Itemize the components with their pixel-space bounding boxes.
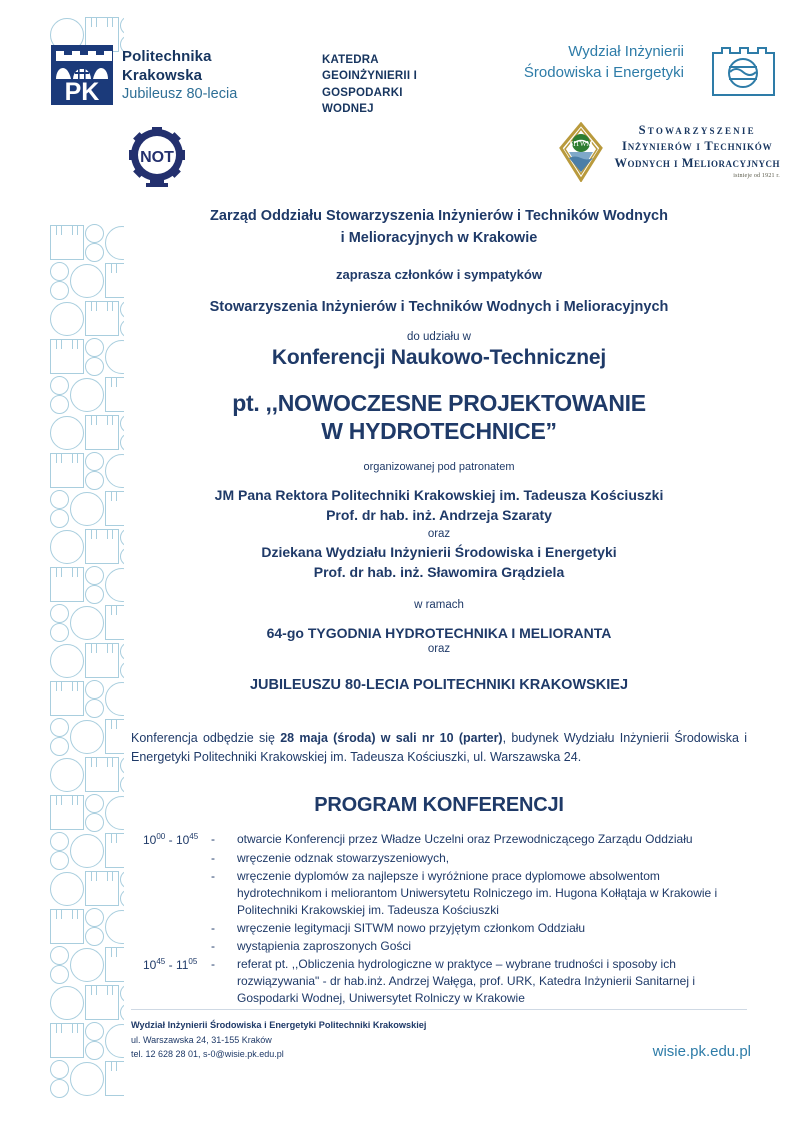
oraz-1: oraz: [427, 527, 451, 540]
katedra-line-1: KATEDRA: [322, 54, 379, 66]
sitwm-line-3: Wodnych i Melioracyjnych: [614, 155, 780, 170]
program-dash: -: [211, 938, 215, 953]
program-row: [131, 850, 747, 867]
program-row: [131, 956, 747, 1007]
faculty-wordmark: [524, 42, 684, 83]
faculty-castle-logo-icon: [711, 45, 776, 97]
time-end-min: 05: [188, 956, 198, 966]
event-week: 64-go TYGODNIA HYDROTECHNIKA I MELIORANTA: [266, 624, 612, 641]
pk-wordmark: [122, 47, 237, 104]
program-time: $10^{45} - 11^{05}$: [143, 956, 198, 972]
patron-dean-line-1: Dziekana Wydziału Inżynierii Środowiska i Energetyki: [261, 544, 617, 560]
conference-kind: Konferencji Naukowo-Technicznej: [271, 345, 607, 369]
program-item-text: wręczenie legitymacji SITWM nowo przyjętym członkom Oddziału: [237, 920, 586, 935]
sitwm-line-2: Inżynierów i Techników: [622, 139, 773, 154]
program-row: [131, 938, 747, 955]
faculty-line-2: Środowiska i Energetyki: [523, 63, 684, 81]
katedra-line-4: WODNEJ: [322, 102, 374, 115]
footer-website[interactable]: wisie.pk.edu.pl: [652, 1043, 751, 1061]
conference-title-line-1: pt. ,,NOWOCZESNE PROJEKTOWANIE: [232, 389, 646, 416]
time-start-hour: 10: [143, 957, 157, 972]
within-text: w ramach: [414, 598, 464, 611]
program-item-text: wręczenie odznak stowarzyszeniowych,: [237, 850, 450, 865]
program-item-text: referat pt. ,,Obliczenia hydrologiczne w praktyce – wybrane trudności i sposoby ich rozwiązywania" - dr hab.inż. Andrzej Wałęga, prof. URK, Katedra Inżynierii Sanitarnej i Gospodarki Wodnej, Uniwersytet Rolniczy w Krakowie: [237, 956, 696, 1006]
katedra-line-2: GEOINŻYNIERII I: [322, 70, 418, 83]
decorative-80-pattern: [50, 16, 124, 1106]
program-row: [131, 868, 747, 919]
program-row: [131, 831, 747, 849]
svg-text:PK: PK: [64, 78, 100, 105]
program-time: $10^{00} - 10^{45}$: [143, 831, 199, 847]
not-logo-icon: [126, 126, 188, 188]
program-item-text: otwarcie Konferencji przez Władze Uczelni oraz Przewodniczącego Zarządu Oddziału: [237, 831, 693, 846]
time-start-hour: 10: [143, 832, 157, 847]
time-start-min: 45: [156, 956, 166, 966]
department-heading: [322, 52, 417, 117]
invites-text: zaprasza członków i sympatyków: [336, 266, 542, 282]
board-line-2: i Melioracyjnych w Krakowie: [340, 229, 538, 246]
patron-dean-line-2: Prof. dr hab. inż. Sławomira Grądziela: [313, 563, 565, 580]
organized-under-text: organizowanej pod patronatem: [363, 461, 515, 473]
footer-contact: tel. 12 628 28 01, s-0@wisie.pk.edu.pl: [131, 1049, 284, 1060]
program-item-text: wręczenie dyplomów za najlepsze i wyróżnione prace dyplomowe absolwentom hydrotechnikom i meliorantom Uniwersytetu Rolniczego im. Hugona Kołłątaja w Krakowie i Politechniki Krakowskiej im. Tadeusza Kościuszki: [237, 868, 718, 917]
program-dash: -: [211, 920, 215, 935]
conference-details: [131, 729, 747, 768]
patron-rector: [131, 486, 747, 526]
patron-rector-line-2: Prof. dr hab. inż. Andrzeja Szaraty: [326, 506, 552, 523]
sitwm-founded: istnieje od 1921 r.: [733, 172, 780, 179]
program-dash: -: [211, 831, 215, 846]
svg-text:NOT: NOT: [140, 149, 174, 166]
footer-contact-block: [131, 1018, 426, 1062]
page-footer: [131, 1018, 751, 1062]
patron-rector-line-1: JM Pana Rektora Politechniki Krakowskiej im. Tadeusza Kościuszki: [214, 487, 664, 503]
program-list: [131, 831, 747, 1007]
program-row: [131, 920, 747, 937]
pk-line-2: Krakowska: [122, 67, 203, 85]
program-dash: -: [211, 956, 215, 971]
conference-title-line-2: W HYDROTECHNICE”: [321, 418, 557, 445]
oraz-2: oraz: [427, 642, 451, 655]
katedra-line-3: GOSPODARKI: [322, 86, 403, 99]
politechnika-krakowska-logo-icon: [51, 45, 113, 105]
footer-faculty: Wydział Inżynierii Środowiska i Energetyki Politechniki Krakowskiej: [131, 1020, 427, 1030]
event-jubilee: JUBILEUSZU 80-LECIA POLITECHNIKI KRAKOWSKIEJ: [249, 677, 629, 693]
poster-content: [131, 206, 747, 1008]
time-end-min: 45: [189, 831, 199, 841]
program-title: PROGRAM KONFERENCJI: [314, 793, 564, 816]
program-dash: -: [211, 868, 215, 883]
participate-text: do udziału w: [407, 330, 471, 343]
board-line-1: Zarząd Oddziału Stowarzyszenia Inżynierów i Techników Wodnych: [210, 208, 668, 224]
time-start-min: 00: [156, 831, 166, 841]
conference-title: [131, 389, 747, 447]
sitwm-emblem-icon: [558, 122, 604, 182]
pk-line-3: Jubileusz 80-lecia: [122, 86, 238, 103]
time-end-hour: 10: [175, 832, 190, 847]
association-name: Stowarzyszenia Inżynierów i Techników Wodnych i Melioracyjnych: [209, 298, 669, 315]
details-highlight: 28 maja (środa) w sali nr 10 (parter): [280, 731, 503, 745]
program-dash: -: [211, 850, 215, 865]
sitwm-wordmark: [614, 122, 780, 181]
program-item-text: wystąpienia zaproszonych Gości: [237, 938, 412, 953]
patron-dean: [131, 543, 747, 583]
details-part-1: Konferencja odbędzie się: [131, 731, 281, 745]
details-part-2: , budynek Wydziału Inżynierii Środowiska i Energetyki Politechniki Krakowskiej im. Tadeusza Kościuszki, ul. Warszawska 24.: [131, 731, 747, 765]
svg-text:SITWM: SITWM: [569, 140, 594, 148]
sitwm-line-1: Stowarzyszenie: [638, 123, 756, 137]
time-end-hour: 11: [175, 957, 189, 972]
pk-line-1: Politechnika: [122, 48, 212, 65]
sitwm-logo-block: [558, 122, 780, 182]
faculty-line-1: Wydział Inżynierii: [568, 43, 684, 60]
footer-divider: [131, 1009, 747, 1010]
footer-address: ul. Warszawska 24, 31-155 Kraków: [131, 1034, 272, 1045]
